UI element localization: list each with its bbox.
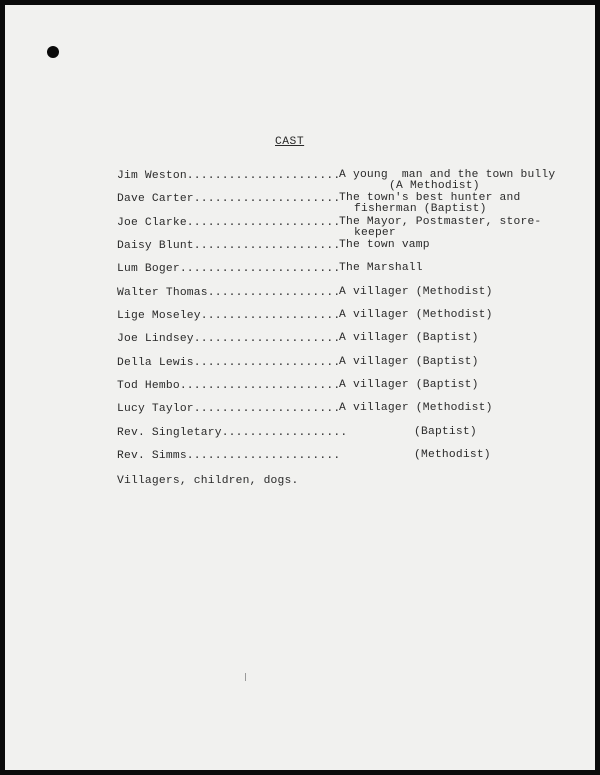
cast-role: The Marshall — [339, 262, 423, 274]
cast-row — [117, 380, 587, 396]
cast-role-continued: fisherman (Baptist) — [354, 203, 487, 215]
cast-row — [117, 310, 587, 326]
cast-row — [117, 169, 587, 192]
cast-row — [117, 263, 587, 279]
cast-role: A villager (Methodist) — [339, 286, 493, 298]
cast-role: (Methodist) — [414, 449, 491, 461]
cast-role-continued: (A Methodist) — [389, 180, 480, 192]
document-page — [5, 5, 595, 770]
cast-role: A villager (Methodist) — [339, 402, 493, 414]
cast-closing-line: Villagers, children, dogs. — [117, 475, 299, 487]
cast-role: A young man and the town bully — [339, 169, 556, 181]
cast-role: A villager (Methodist) — [339, 309, 493, 321]
cast-row — [117, 403, 587, 419]
cast-row — [117, 450, 587, 466]
cast-row — [117, 287, 587, 303]
cast-role: A villager (Baptist) — [339, 379, 479, 391]
cast-name: Daisy Blunt..................... — [117, 240, 341, 252]
cast-name: Rev. Singletary.................. — [117, 427, 348, 439]
cast-name: Della Lewis..................... — [117, 357, 341, 369]
cast-name: Lucy Taylor..................... — [117, 403, 341, 415]
cast-role: A villager (Baptist) — [339, 356, 479, 368]
cast-name: Joe Lindsey..................... — [117, 333, 341, 345]
cast-role: The town vamp — [339, 239, 430, 251]
cast-name: Tod Hembo....................... — [117, 380, 341, 392]
cast-name: Lum Boger....................... — [117, 263, 341, 275]
cast-list-document — [5, 5, 595, 770]
cast-role-continued: keeper — [354, 227, 396, 239]
cast-name: Jim Weston...................... — [117, 170, 341, 182]
cast-role: The town's best hunter and — [339, 192, 521, 204]
cast-row — [117, 192, 587, 215]
cast-name: Rev. Simms...................... — [117, 450, 341, 462]
cast-name: Walter Thomas................... — [117, 287, 341, 299]
cast-row — [117, 357, 587, 373]
cast-row — [117, 333, 587, 349]
cast-row — [117, 427, 587, 443]
cast-row — [117, 216, 587, 239]
cast-heading: CAST — [275, 136, 305, 148]
cast-row — [117, 240, 587, 256]
cast-name: Dave Carter..................... — [117, 193, 341, 205]
cast-role: A villager (Baptist) — [339, 332, 479, 344]
cast-name: Lige Moseley.................... — [117, 310, 341, 322]
cast-role: (Baptist) — [414, 426, 477, 438]
cast-name: Joe Clarke...................... — [117, 217, 341, 229]
cast-role: The Mayor, Postmaster, store- — [339, 216, 542, 228]
